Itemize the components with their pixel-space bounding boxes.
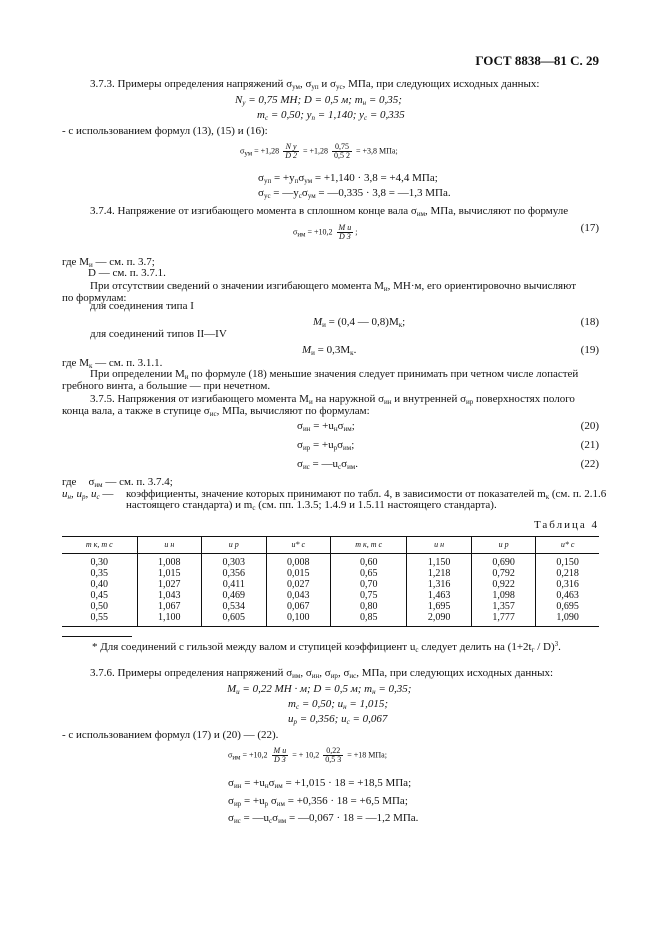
formula-20: $\sigma_{ин} = +u_н\sigma_{им}$;: [297, 420, 355, 433]
formula-19: $M_и = 0,3M_к$.: [302, 344, 357, 357]
table-cell: 1,218: [407, 568, 471, 579]
table-cell: 0,605: [202, 612, 266, 626]
table-header: u* с: [266, 537, 330, 554]
table-row: [62, 568, 599, 579]
section-3-7-6-data-3: $u_р = 0,356$; $u_с = 0,067$: [288, 713, 388, 726]
table-cell: 1,695: [407, 601, 471, 612]
table-cell: 1,357: [471, 601, 535, 612]
where-d: D — см. п. 3.7.1.: [88, 267, 166, 279]
table-cell: 0,690: [471, 554, 535, 569]
table-cell: 0,80: [330, 601, 406, 612]
where-m-i: где $M_и$ — см. п. 3.7;: [62, 256, 155, 269]
table-cell: 0,65: [330, 568, 406, 579]
section-3-7-6-data-1: $M_и = 0,22$ МН · м; D = 0,5 м; $m_н = 0,35$;: [227, 683, 412, 696]
table-cell: 1,777: [471, 612, 535, 626]
table-cell: 1,150: [407, 554, 471, 569]
absent-info-line-1: При отсутствии сведений о значении изгибающего момента $M_и$, МН·м, его ориентировочно вычисляют: [90, 280, 576, 293]
table-cell: 0,50: [90, 601, 109, 613]
formula-sigma-im-example: $\sigma_{им} = +10,2$ $\frac{\text{M и}}{D 3}$ = + 10,2 $\frac{0,22}{0,5 3}$ = +18 МПа;: [228, 746, 387, 765]
table-cell: 2,090: [407, 612, 471, 626]
table-cell: 1,090: [536, 612, 599, 626]
table-cell: 0,067: [266, 601, 330, 612]
section-3-7-5-line-2: конца вала, а также в ступице $\sigma_{ис}$, МПа, вычисляют по формулам:: [62, 405, 370, 418]
equation-number-19: (19): [580, 344, 599, 356]
section-3-7-6-intro: 3.7.6. Примеры определения напряжений $\sigma_{им}$, $\sigma_{ин}$, $\sigma_{ир}$, $\sigma_{ис}$, МПа, при следующих исходных данных:: [90, 667, 554, 680]
table-cell: 0,043: [266, 590, 330, 601]
section-3-7-3-intro: 3.7.3. Примеры определения напряжений $\sigma_{ум}$, $\sigma_{уп}$ и $\sigma_{ус}$, МПа, при следующих исходных данных:: [90, 78, 540, 91]
table-cell: 0,85: [330, 612, 406, 626]
table-cell: 0,534: [202, 601, 266, 612]
table-row: [62, 601, 599, 612]
table-cell: 1,067: [137, 601, 201, 612]
where-coefficients-symbols: $u_н$, $u_р$, $u_с$ —: [62, 488, 114, 501]
where-coefficients-text: коэффициенты, значение которых принимают по табл. 4, в зависимости от показателей $m_к$ (см. п. 2.1.6: [126, 488, 607, 501]
table-cell: 0,015: [266, 568, 330, 579]
page-header: ГОСТ 8838—81 С. 29: [475, 53, 599, 68]
equation-number-22: (22): [580, 458, 599, 470]
table-4-footnote: * Для соединений с гильзой между валом и ступицей коэффициент $u_c$ следует делить на $(1+2t_г / D)^3$.: [92, 640, 561, 654]
table-cell: 0,922: [471, 579, 535, 590]
table-cell: 0,411: [202, 579, 266, 590]
table-header: u р: [471, 537, 535, 554]
table-row: [62, 554, 599, 569]
formula-sigma-us: $\sigma_{ус}$ = $—y_с\sigma_{ум}$ = —0,335 · 3,8 = —1,3 МПа.: [258, 187, 451, 200]
table-header: u р: [202, 537, 266, 554]
table-cell: 1,008: [137, 554, 201, 569]
section-3-7-6-using: - с использованием формул (17) и (20) — (22).: [62, 729, 279, 741]
formula-sigma-in-example: $\sigma_{ин} = +u_н\sigma_{им} = +1,015 \cdot 18 = +18,5$ МПа;: [228, 777, 412, 790]
table-cell: 0,316: [536, 579, 599, 590]
table-cell: 0,75: [330, 590, 406, 601]
table-4: [62, 536, 599, 627]
connection-type-1-label: для соединения типа I: [90, 300, 194, 312]
table-cell: 0,55: [62, 612, 137, 626]
section-3-7-6-data-2: $m_c = 0,50$; $u_н = 1,015$;: [288, 698, 388, 711]
table-cell: 0,792: [471, 568, 535, 579]
table-cell: 0,356: [202, 568, 266, 579]
formula-18: $M_и = (0,4$ — $0,8)M_к$;: [313, 316, 406, 329]
table-cell: 1,027: [137, 579, 201, 590]
table-cell: 1,316: [407, 579, 471, 590]
table-cell: 0,40: [90, 579, 109, 591]
where-coefficients-text-2: настоящего стандарта) и $m_с$ (см. пп. 1.3.5; 1.4.9 и 1.5.11 настоящего стандарта).: [126, 499, 497, 512]
equation-number-21: (21): [580, 439, 599, 451]
table-cell: 0,695: [536, 601, 599, 612]
table-cell: 0,027: [266, 579, 330, 590]
table-header: u* с: [536, 537, 599, 554]
table-cell: 0,100: [266, 612, 330, 626]
table-cell: 0,463: [536, 590, 599, 601]
absent-info-line-2: по формулам:: [62, 292, 127, 304]
table-row: [62, 579, 599, 590]
table-cell: 0,30: [90, 557, 109, 568]
footnote-divider: [62, 636, 132, 637]
table-cell: 0,60: [330, 554, 406, 569]
table-cell: 1,100: [137, 612, 201, 626]
formula-22: $\sigma_{ис}$ = $—u_с\sigma_{им}$.: [297, 458, 358, 471]
where-sigma-im: где $\sigma_{им}$ — см. п. 3.7.4;: [62, 476, 173, 489]
table-cell: 0,35: [90, 568, 109, 580]
table-header: m к, m с: [62, 537, 137, 554]
table-cell: 1,043: [137, 590, 201, 601]
formula-sigma-ir-example: $\sigma_{ир} = +u_р$ $\sigma_{им} = +0,356 \cdot 18 = +6,5$ МПа;: [228, 795, 408, 808]
equation-number-18: (18): [580, 316, 599, 328]
equation-number-20: (20): [580, 420, 599, 432]
table-header: u н: [407, 537, 471, 554]
formula-sigma-up: $\sigma_{уп} = +y_п\sigma_{ум} = +1,140 \cdot 3,8 = +4,4$ МПа;: [258, 172, 438, 185]
where-m-k: где $M_к$ — см. п. 3.1.1.: [62, 357, 163, 370]
section-3-7-3-data-2: $m_c = 0,50$; $y_п = 1,140$; $y_с = 0,335$: [257, 109, 405, 122]
formula-sigma-is-example: $\sigma_{ис}$ = $—u_с\sigma_{им}$ = —0,067 · 18 = —1,2 МПа.: [228, 812, 419, 825]
section-3-7-4-intro: 3.7.4. Напряжение от изгибающего момента в сплошном конце вала $\sigma_{им}$, МПа, вычисляют по формуле: [90, 205, 569, 218]
table-4-caption: Таблица 4: [533, 519, 599, 531]
table-cell: 0,218: [536, 568, 599, 579]
table-row: [62, 612, 599, 626]
formula-17: $\sigma_{им} = +10,2$ $\frac{\text{M и}}{D 3}$ ;: [293, 223, 358, 242]
determination-line-2: гребного винта, а большие — при нечетном.: [62, 380, 271, 392]
section-3-7-3-data-1: $N_у = 0,75$ МН; D = 0,5 м; $m_н = 0,35$;: [235, 94, 402, 107]
connection-types-2-4-label: для соединений типов II—IV: [90, 328, 227, 340]
formula-sigma-um: $\sigma_{ум} = +1,28$ $\frac{\text{N у}}{D 2}$ = +1,28 $\frac{0,75}{0,5 2}$ = +3,8 МПа;: [240, 142, 398, 161]
table-cell: 0,303: [202, 554, 266, 569]
table-cell: 0,70: [330, 579, 406, 590]
formula-21: $\sigma_{ир} = +u_р\sigma_{им}$;: [297, 439, 355, 452]
table-cell: 1,015: [137, 568, 201, 579]
table-header: m к, m с: [330, 537, 406, 554]
determination-line-1: При определении $M_и$ по формуле (18) меньшие значения следует принимать при четном числе лопастей: [90, 368, 579, 381]
table-cell: 1,098: [471, 590, 535, 601]
equation-number-17: (17): [580, 222, 599, 234]
table-cell: 0,469: [202, 590, 266, 601]
table-cell: 0,150: [536, 554, 599, 569]
section-3-7-5-line-1: 3.7.5. Напряжения от изгибающего момента $M_и$ на наружной $\sigma_{ин}$ и внутренней $\sigma_{ир}$ поверхностях полого: [90, 393, 575, 406]
table-cell: 1,463: [407, 590, 471, 601]
table-cell: 0,45: [90, 590, 109, 602]
table-cell: 0,008: [266, 554, 330, 569]
section-3-7-3-using: - с использованием формул (13), (15) и (16):: [62, 125, 268, 137]
table-row: [62, 590, 599, 601]
table-header: u н: [137, 537, 201, 554]
